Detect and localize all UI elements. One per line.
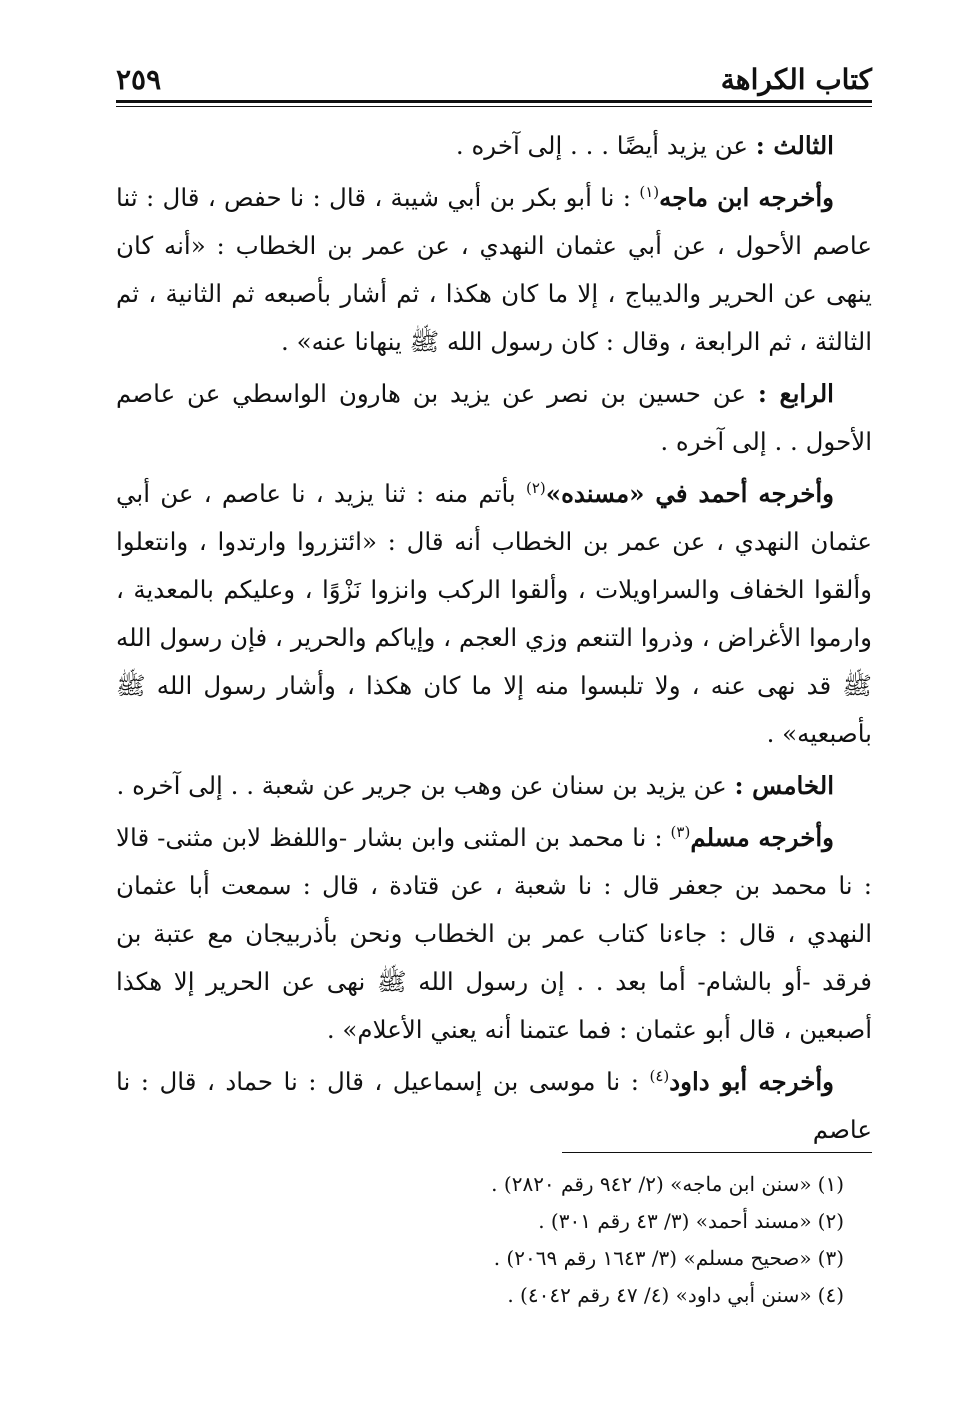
footnote-number: (٣) xyxy=(817,1246,844,1270)
footnote-number: (١) xyxy=(817,1172,844,1196)
header-rule-thick xyxy=(116,100,872,103)
header-rule-thin xyxy=(116,106,872,107)
paragraph-lead: وأخرجه أبو داود xyxy=(669,1067,834,1097)
running-title: كتاب الكراهة xyxy=(720,63,872,96)
footnote-marker[interactable]: (٤) xyxy=(649,1067,670,1086)
page-header xyxy=(116,56,872,96)
footnote xyxy=(116,1166,872,1203)
footnote-number: (٢) xyxy=(817,1209,844,1233)
footnote-marker[interactable]: (٣) xyxy=(670,823,691,842)
footnote-text: «سنن أبي داود» (٤/ ٤٧ رقم ٤٠٤٢) . xyxy=(507,1283,812,1307)
paragraph-text: عن يزيد بن سنان عن وهب بن جرير عن شعبة . . إلى آخره . xyxy=(116,771,735,801)
footnote xyxy=(116,1203,872,1240)
footnote xyxy=(116,1277,872,1314)
paragraph-text: : نا أبو بكر بن أبي شيبة ، قال : نا حفص ، قال : ثنا عاصم الأحول ، عن أبي عثمان النهدي ، عن عمر بن الخطاب : «أنه كان ينهى عن الحرير والديباج ، إلا ما كان هكذا ، ثم أشار بأصبعه ثم الثانية ، ثم الثالثة ، ثم الرابعة ، وقال : كان رسول الله ﷺ ينهانا عنه» . xyxy=(116,183,872,357)
paragraph-lead: وأخرجه أحمد في «مسنده» xyxy=(545,479,834,509)
footnote-marker[interactable]: (٢) xyxy=(525,478,546,497)
footnotes xyxy=(116,1166,872,1314)
paragraph-text: : نا محمد بن المثنى وابن بشار -واللفظ لابن مثنى- قالا : نا محمد بن جعفر قال : نا شعبة ، عن قتادة ، قال : سمعت أبا عثمان النهدي ، قال : جاءنا كتاب عمر بن الخطاب ونحن بأذربيجان مع عتبة بن فرقد -أو بالشام- أما بعد . . إن رسول الله ﷺ نهى عن الحرير إلا هكذا أصبعين ، قال أبو عثمان : فما عتمنا أنه يعني الأعلام» . xyxy=(116,823,872,1045)
paragraph-lead: الخامس : xyxy=(734,771,834,801)
paragraph xyxy=(116,470,872,758)
footnote-text: «صحيح مسلم» (٣/ ١٦٤٣ رقم ٢٠٦٩) . xyxy=(493,1246,812,1270)
paragraph xyxy=(116,762,872,810)
page-number: ٢٥٩ xyxy=(116,63,162,96)
body-text xyxy=(116,122,872,1158)
paragraph-text: بأتم منه : ثنا يزيد ، نا عاصم ، عن أبي عثمان النهدي ، عن عمر بن الخطاب أنه قال : «ائتزروا وارتدوا ، وانتعلوا وألقوا الخفاف والسراويلات ، وألقوا الركب وانزوا نَزْوًا ، وعليكم بالمعدية ، وارموا الأغراض ، وذروا التنعم وزي العجم ، وإياكم والحرير ، فإن رسول الله ﷺ قد نهى عنه ، ولا تلبسوا منه إلا ما كان هكذا ، وأشار رسول الله ﷺ بأصبعيه» . xyxy=(116,479,872,749)
paragraph-text: عن حسين بن نصر عن يزيد بن هارون الواسطي عن عاصم الأحول . . إلى آخره . xyxy=(116,379,872,457)
paragraph-text: : نا موسى بن إسماعيل ، قال : نا حماد ، قال : نا عاصم xyxy=(116,1067,872,1145)
footnote-number: (٤) xyxy=(817,1283,844,1307)
paragraph-lead: الرابع : xyxy=(757,379,834,409)
paragraph-lead: وأخرجه مسلم xyxy=(690,823,834,853)
paragraph-lead: الثالث : xyxy=(755,131,834,160)
footnote xyxy=(116,1240,872,1277)
footnote-separator xyxy=(562,1152,872,1153)
paragraph xyxy=(116,814,872,1054)
paragraph xyxy=(116,1058,872,1154)
paragraph-lead: وأخرجه ابن ماجه xyxy=(659,183,834,213)
paragraph xyxy=(116,174,872,366)
paragraph xyxy=(116,370,872,466)
footnote-text: «سنن ابن ماجه» (٢/ ٩٤٢ رقم ٢٨٢٠) . xyxy=(491,1172,812,1196)
paragraph-text: عن يزيد أيضًا . . . إلى آخره . xyxy=(455,131,756,160)
footnote-text: «مسند أحمد» (٣/ ٤٣ رقم ٣٠١) . xyxy=(538,1209,812,1233)
footnote-marker[interactable]: (١) xyxy=(639,182,660,201)
paragraph xyxy=(116,122,872,170)
